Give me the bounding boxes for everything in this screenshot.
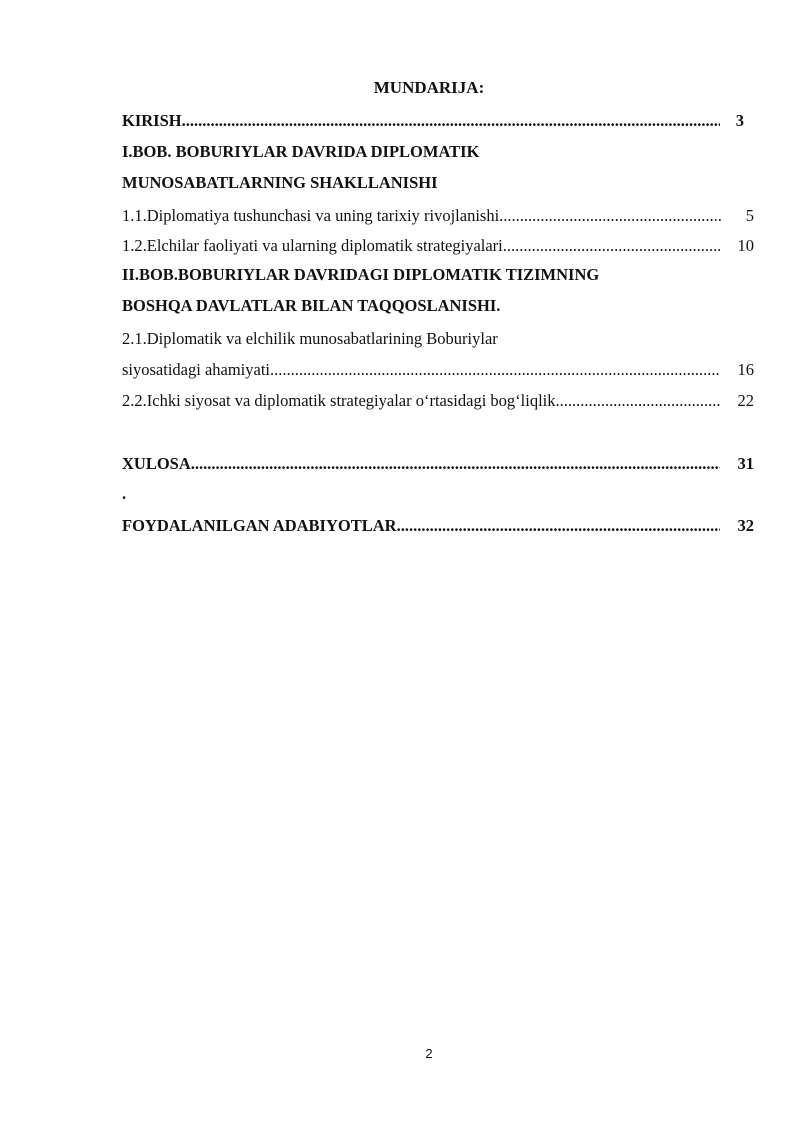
chapter-1-heading-line-2[interactable]: MUNOSABATLARNING SHAKLLANISHI	[122, 173, 438, 192]
toc-entry-text: 1.2.Elchilar faoliyati va ularning diplomatik strategiyalari .....	[122, 236, 720, 256]
toc-entry-text: KIRISH .....	[122, 111, 720, 131]
page-title: MUNDARIJA:	[373, 78, 485, 97]
toc-page-number: 10	[737, 236, 754, 255]
toc-entry-xulosa[interactable]	[122, 454, 754, 474]
toc-entry-text: 1.1.Diplomatiya tushunchasi va uning tarixiy rivojlanishi .....	[122, 206, 722, 226]
toc-entry-section-2-2[interactable]	[122, 391, 754, 411]
toc-page-number: 3	[735, 111, 744, 130]
toc-entry-kirish[interactable]	[122, 111, 754, 131]
toc-entry-section-1-2[interactable]	[122, 236, 754, 256]
toc-entry-text: XULOSA .....	[122, 454, 720, 474]
toc-page-number: 16	[737, 360, 754, 379]
toc-page-number: 31	[737, 454, 754, 473]
toc-page-number: 22	[737, 391, 754, 410]
toc-entry-section-2-1[interactable]	[122, 360, 754, 380]
toc-entry-section-1-1[interactable]	[122, 206, 754, 226]
toc-entry-text: siyosatidagi ahamiyati .....	[122, 360, 720, 380]
footer-page-number: 2	[425, 1046, 433, 1061]
toc-entry-adabiyotlar[interactable]	[122, 516, 754, 536]
toc-page-number: 5	[745, 206, 754, 225]
stray-dot: .	[122, 484, 127, 503]
toc-entry-text: 2.2.Ichki siyosat va diplomatik strategiyalar o‘rtasidagi bog‘liqlik .....	[122, 391, 720, 411]
toc-entry-section-2-1-line-1[interactable]: 2.1.Diplomatik va elchilik munosabatlarining Boburiylar	[122, 329, 498, 348]
toc-entry-text: FOYDALANILGAN ADABIYOTLAR .....	[122, 516, 720, 536]
chapter-1-heading-line-1[interactable]: I.BOB. BOBURIYLAR DAVRIDA DIPLOMATIK	[122, 142, 480, 161]
toc-page-number: 32	[737, 516, 754, 535]
chapter-2-heading-line-2[interactable]: BOSHQA DAVLATLAR BILAN TAQQOSLANISHI.	[122, 296, 501, 315]
chapter-2-heading-line-1[interactable]: II.BOB.BOBURIYLAR DAVRIDAGI DIPLOMATIK TIZIMNING	[122, 265, 600, 284]
